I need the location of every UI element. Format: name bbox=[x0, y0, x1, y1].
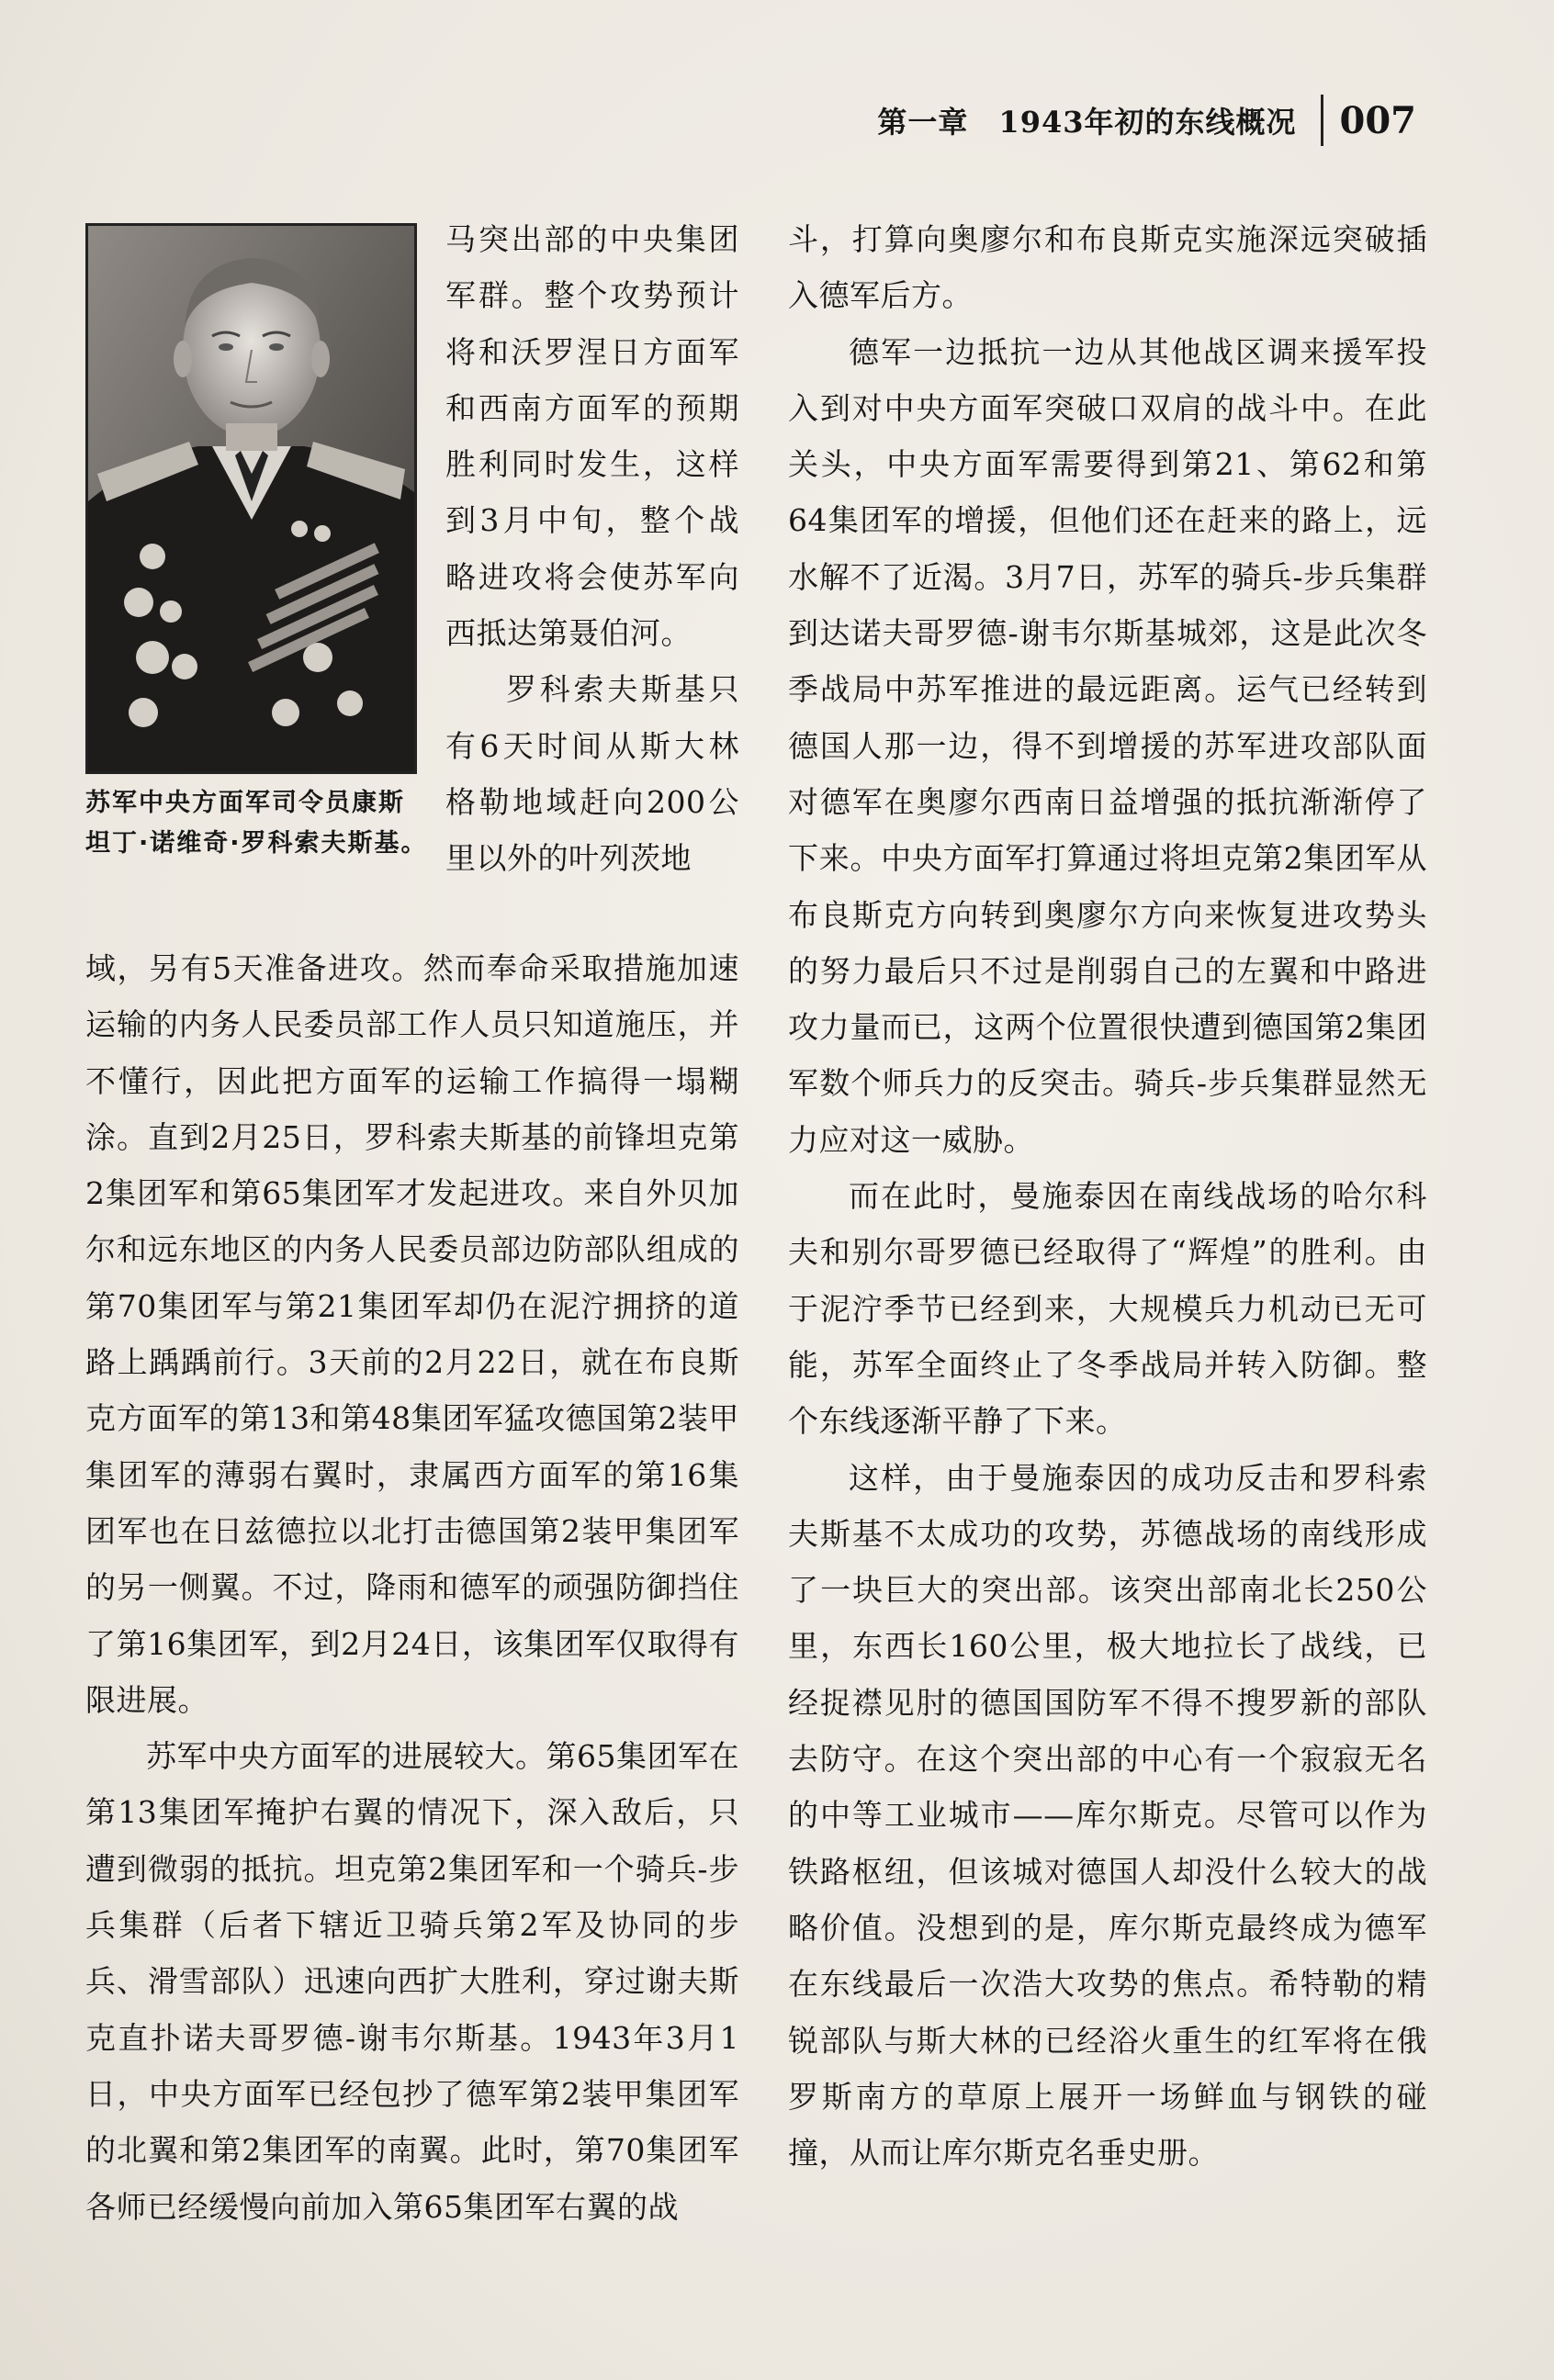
right-column bbox=[788, 211, 1427, 2181]
left-column bbox=[85, 940, 739, 2235]
paragraph: 斗，打算向奥廖尔和布良斯克实施深远突破插入德军后方。 bbox=[788, 221, 1427, 314]
running-header bbox=[877, 88, 1416, 152]
paragraph: 苏军中央方面军的进展较大。第65集团军在第13集团军掩护右翼的情况下，深入敌后，只遭到微弱的抵抗。坦克第2集团军和一个骑兵-步兵集群（后者下辖近卫骑兵第2军及协同的步兵、滑雪部队）迅速向西扩大胜利，穿过谢夫斯克直扑诺夫哥罗德-谢韦尔斯基。1943年3月1日，中央方面军已经包抄了德军第2装甲集团军的北翼和第2集团军的南翼。此时，第70集团军各师已经缓慢向前加入第65集团军右翼的战 bbox=[85, 1738, 739, 2225]
portrait-photo bbox=[85, 223, 417, 774]
portrait-illustration bbox=[88, 226, 414, 771]
paragraph: 马突出部的中央集团军群。整个攻势预计将和沃罗涅日方面军和西南方面军的预期胜利同时发生，这样到3月中旬，整个战略进攻将会使苏军向西抵达第聂伯河。 bbox=[445, 221, 739, 652]
paragraph: 德军一边抵抗一边从其他战区调来援军投入到对中央方面军突破口双肩的战斗中。在此关头，中央方面军需要得到第21、第62和第64集团军的增援，但他们还在赶来的路上，远水解不了近渴。3月7日，苏军的骑兵-步兵集群到达诺夫哥罗德-谢韦尔斯基城郊，这是此次冬季战局中苏军推进的最远距离。运气已经转到德国人那一边，得不到增援的苏军进攻部队面对德军在奥廖尔西南日益增强的抵抗渐渐停了下来。中央方面军打算通过将坦克第2集团军从布良斯克方向转到奥廖尔方向来恢复进攻势头的努力最后只不过是削弱自己的左翼和中路进攻力量而已，这两个位置很快遭到德国第2集团军数个师兵力的反突击。骑兵-步兵集群显然无力应对这一威胁。 bbox=[788, 333, 1427, 1158]
chapter-title: 第一章 1943年初的东线概况 bbox=[877, 105, 1297, 140]
page-number: 007 bbox=[1339, 98, 1416, 142]
header-divider bbox=[1321, 95, 1323, 146]
paragraph: 而在此时，曼施泰因在南线战场的哈尔科夫和别尔哥罗德已经取得了“辉煌”的胜利。由于泥泞季节已经到来，大规模兵力机动已无可能，苏军全面终止了冬季战局并转入防御。整个东线逐渐平静了下来。 bbox=[788, 1178, 1427, 1440]
paragraph: 域，另有5天准备进攻。然而奉命采取措施加速运输的内务人民委员部工作人员只知道施压，并不懂行，因此把方面军的运输工作搞得一塌糊涂。直到2月25日，罗科索夫斯基的前锋坦克第2集团军和第65集团军才发起进攻。来自外贝加尔和远东地区的内务人民委员部边防部队组成的第70集团军与第21集团军却仍在泥泞拥挤的道路上踽踽前行。3天前的2月22日，就在布良斯克方面军的第13和第48集团军猛攻德国第2装甲集团军的薄弱右翼时，隶属西方面军的第16集团军也在日兹德拉以北打击德国第2装甲集团军的另一侧翼。不过，降雨和德军的顽强防御挡住了第16集团军，到2月24日，该集团军仅取得有限进展。 bbox=[85, 950, 739, 1718]
paragraph: 罗科索夫斯基只有6天时间从斯大林格勒地域赶向200公里以外的叶列茨地 bbox=[445, 671, 739, 877]
left-narrow-column bbox=[445, 211, 739, 887]
photo-caption: 苏军中央方面军司令员康斯坦丁·诺维奇·罗科索夫斯基。 bbox=[85, 789, 428, 858]
paragraph: 这样，由于曼施泰因的成功反击和罗科索夫斯基不太成功的攻势，苏德战场的南线形成了一块巨大的突出部。该突出部南北长250公里，东西长160公里，极大地拉长了战线，已经捉襟见肘的德国国防军不得不搜罗新的部队去防守。在这个突出部的中心有一个寂寂无名的中等工业城市——库尔斯克。尽管可以作为铁路枢纽，但该城对德国人却没什么较大的战略价值。没想到的是，库尔斯克最终成为德军在东线最后一次浩大攻势的焦点。希特勒的精锐部队与斯大林的已经浴火重生的红军将在俄罗斯南方的草原上展开一场鲜血与钢铁的碰撞，从而让库尔斯克名垂史册。 bbox=[788, 1459, 1427, 2172]
